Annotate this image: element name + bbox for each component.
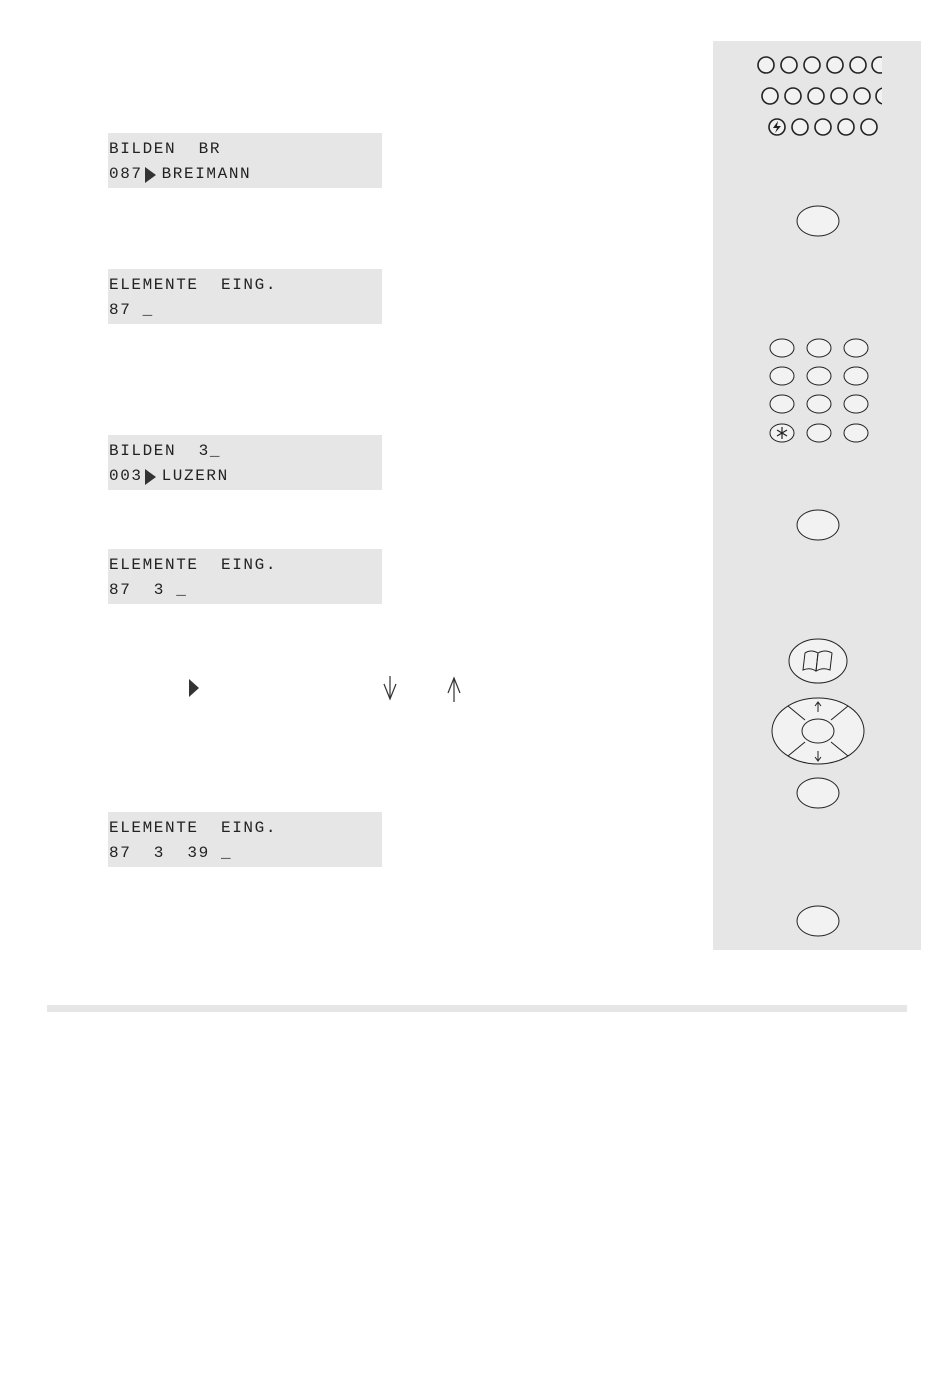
lcd-entry-number: 003: [109, 467, 143, 485]
arrow-down-icon: [384, 676, 396, 699]
footer-rule: [47, 1005, 907, 1012]
right-triangle-icon: [145, 469, 156, 485]
numeric-keypad[interactable]: [770, 339, 868, 442]
lcd-line-1: ELEMENTE EING.: [109, 556, 278, 574]
lcd-line-1: ELEMENTE EING.: [109, 819, 278, 837]
lcd-display-4: [108, 549, 382, 604]
device-panel: [713, 41, 921, 950]
right-triangle-icon: [189, 679, 199, 697]
lcd-entry-name: LUZERN: [161, 467, 229, 485]
function-key-1[interactable]: [797, 206, 839, 236]
right-triangle-icon: [145, 167, 156, 183]
one-touch-keys[interactable]: [758, 57, 892, 135]
lcd-line-2: 87 3 _: [109, 581, 188, 599]
function-key-4[interactable]: [797, 906, 839, 936]
lcd-line-2: [109, 162, 382, 187]
lcd-line-1: BILDEN BR: [109, 140, 222, 158]
lcd-display-3: [108, 435, 382, 490]
arrow-up-icon: [448, 678, 460, 702]
lcd-entry-number: 087: [109, 165, 143, 183]
lcd-display-2: [108, 269, 382, 324]
function-key-3[interactable]: [797, 778, 839, 808]
lcd-display-5: [108, 812, 382, 867]
function-key-2[interactable]: [797, 510, 839, 540]
lcd-line-1: ELEMENTE EING.: [109, 276, 278, 294]
phonebook-key[interactable]: [789, 639, 847, 683]
symbols-row: [180, 674, 480, 706]
lcd-line-1: BILDEN 3_: [109, 442, 222, 460]
lcd-line-2: 87 _: [109, 301, 154, 319]
lcd-line-2: [109, 464, 382, 489]
lcd-line-2: 87 3 39 _: [109, 844, 233, 862]
lcd-entry-name: BREIMANN: [161, 165, 252, 183]
lcd-display-1: [108, 133, 382, 188]
